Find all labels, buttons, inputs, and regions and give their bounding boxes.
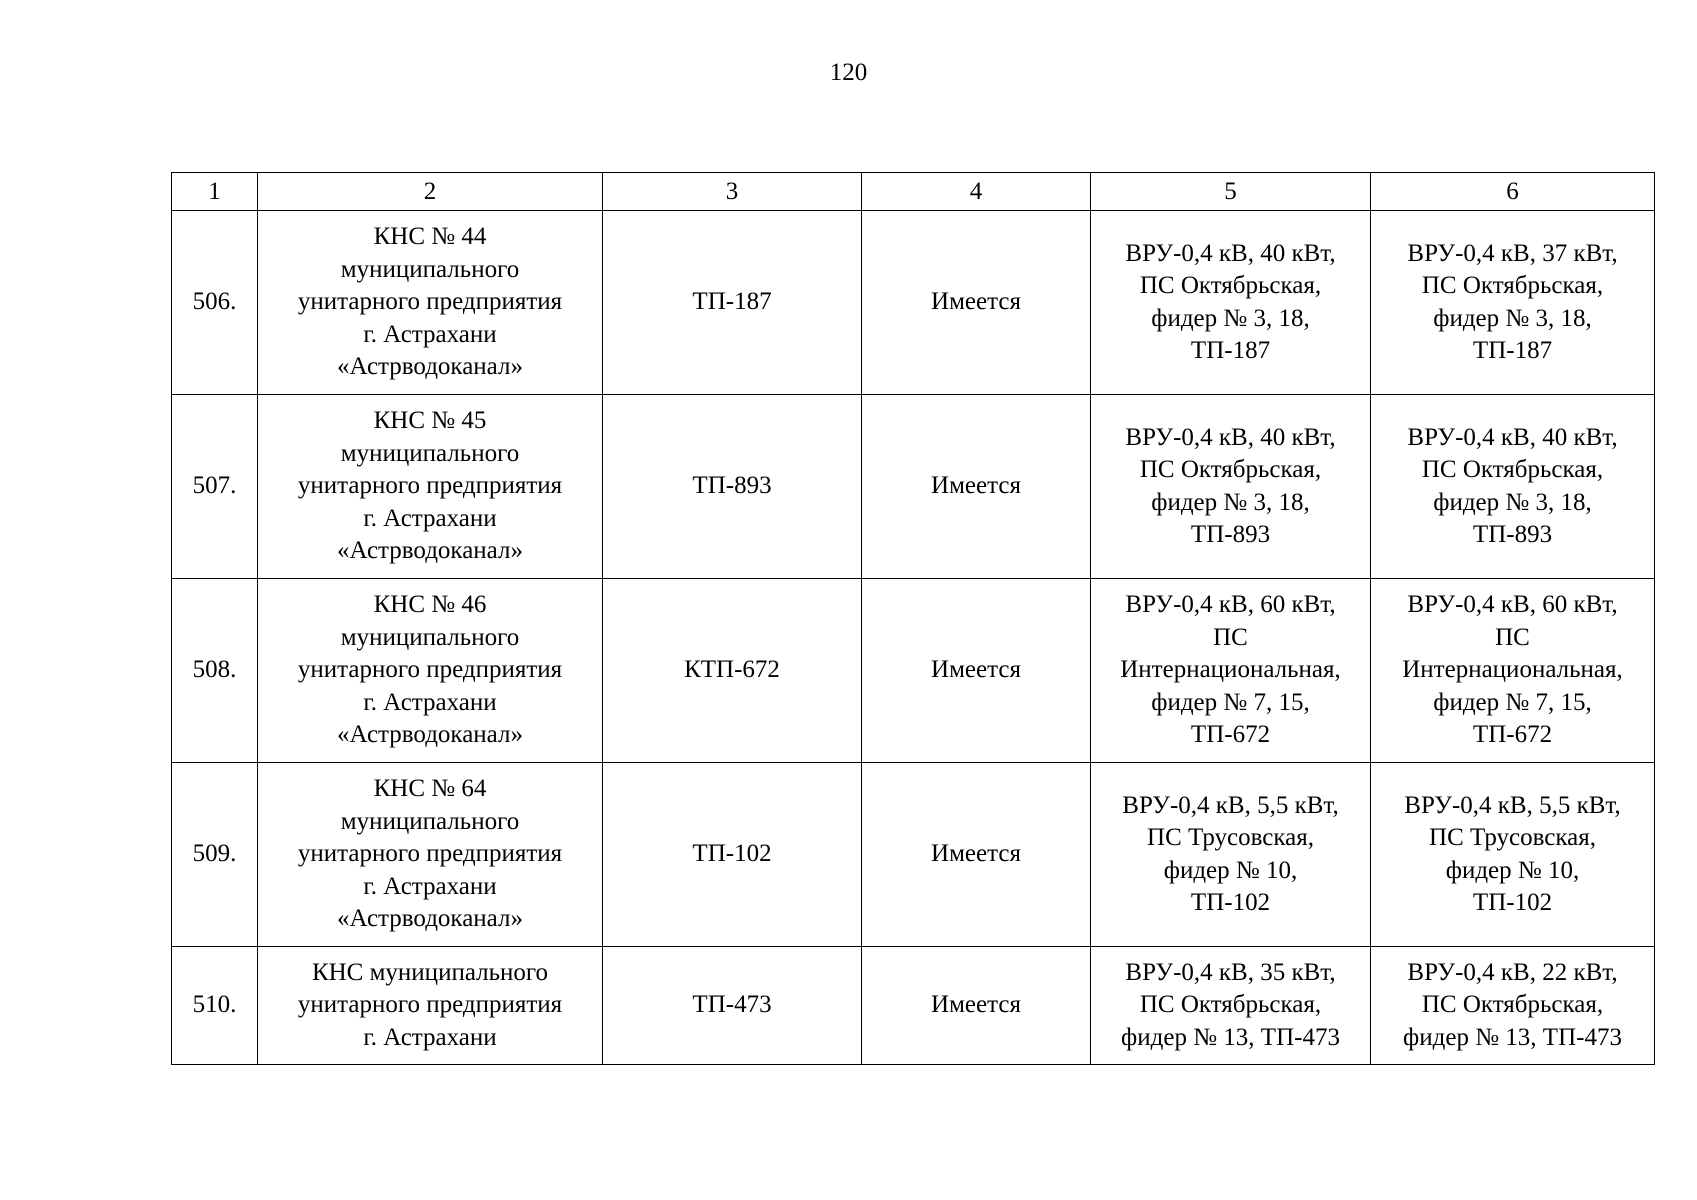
column-header: 1: [172, 173, 258, 211]
availability-cell: Имеется: [862, 579, 1091, 763]
table-header-row: [172, 173, 1655, 211]
connection-cell: ВРУ-0,4 кВ, 5,5 кВт, ПС Трусовская, фидер № 10, ТП-102: [1371, 763, 1655, 947]
table-row: [172, 395, 1655, 579]
page-number: 120: [829, 59, 868, 86]
row-number-cell: 509.: [172, 763, 258, 947]
connection-cell: ВРУ-0,4 кВ, 5,5 кВт, ПС Трусовская, фидер № 10, ТП-102: [1091, 763, 1371, 947]
connection-cell: ВРУ-0,4 кВ, 35 кВт, ПС Октябрьская, фидер № 13, ТП-473: [1091, 947, 1371, 1065]
availability-cell: Имеется: [862, 947, 1091, 1065]
column-header: 3: [603, 173, 862, 211]
power-source-cell: ТП-473: [603, 947, 862, 1065]
column-header: 6: [1371, 173, 1655, 211]
row-number-cell: 506.: [172, 211, 258, 395]
column-header: 2: [258, 173, 603, 211]
connection-cell: ВРУ-0,4 кВ, 60 кВт, ПС Интернациональная, фидер № 7, 15, ТП-672: [1371, 579, 1655, 763]
object-name-cell: КНС № 64 муниципального унитарного предприятия г. Астрахани «Астрводоканал»: [258, 763, 603, 947]
connection-cell: ВРУ-0,4 кВ, 40 кВт, ПС Октябрьская, фидер № 3, 18, ТП-187: [1091, 211, 1371, 395]
column-header: 4: [862, 173, 1091, 211]
connection-cell: ВРУ-0,4 кВ, 40 кВт, ПС Октябрьская, фидер № 3, 18, ТП-893: [1371, 395, 1655, 579]
table-row: [172, 211, 1655, 395]
power-source-cell: ТП-893: [603, 395, 862, 579]
row-number-cell: 507.: [172, 395, 258, 579]
row-number-cell: 510.: [172, 947, 258, 1065]
availability-cell: Имеется: [862, 763, 1091, 947]
availability-cell: Имеется: [862, 395, 1091, 579]
object-name-cell: КНС № 46 муниципального унитарного предприятия г. Астрахани «Астрводоканал»: [258, 579, 603, 763]
connection-cell: ВРУ-0,4 кВ, 40 кВт, ПС Октябрьская, фидер № 3, 18, ТП-893: [1091, 395, 1371, 579]
column-header: 5: [1091, 173, 1371, 211]
object-name-cell: КНС № 44 муниципального унитарного предприятия г. Астрахани «Астрводоканал»: [258, 211, 603, 395]
table-row: [172, 579, 1655, 763]
power-source-cell: ТП-102: [603, 763, 862, 947]
object-name-cell: КНС муниципального унитарного предприятия г. Астрахани: [258, 947, 603, 1065]
object-name-cell: КНС № 45 муниципального унитарного предприятия г. Астрахани «Астрводоканал»: [258, 395, 603, 579]
connection-cell: ВРУ-0,4 кВ, 22 кВт, ПС Октябрьская, фидер № 13, ТП-473: [1371, 947, 1655, 1065]
availability-cell: Имеется: [862, 211, 1091, 395]
row-number-cell: 508.: [172, 579, 258, 763]
power-source-cell: ТП-187: [603, 211, 862, 395]
connection-cell: ВРУ-0,4 кВ, 37 кВт, ПС Октябрьская, фидер № 3, 18, ТП-187: [1371, 211, 1655, 395]
data-table: [171, 172, 1655, 1065]
table-row: [172, 763, 1655, 947]
power-source-cell: КТП-672: [603, 579, 862, 763]
table-row: [172, 947, 1655, 1065]
connection-cell: ВРУ-0,4 кВ, 60 кВт, ПС Интернациональная, фидер № 7, 15, ТП-672: [1091, 579, 1371, 763]
